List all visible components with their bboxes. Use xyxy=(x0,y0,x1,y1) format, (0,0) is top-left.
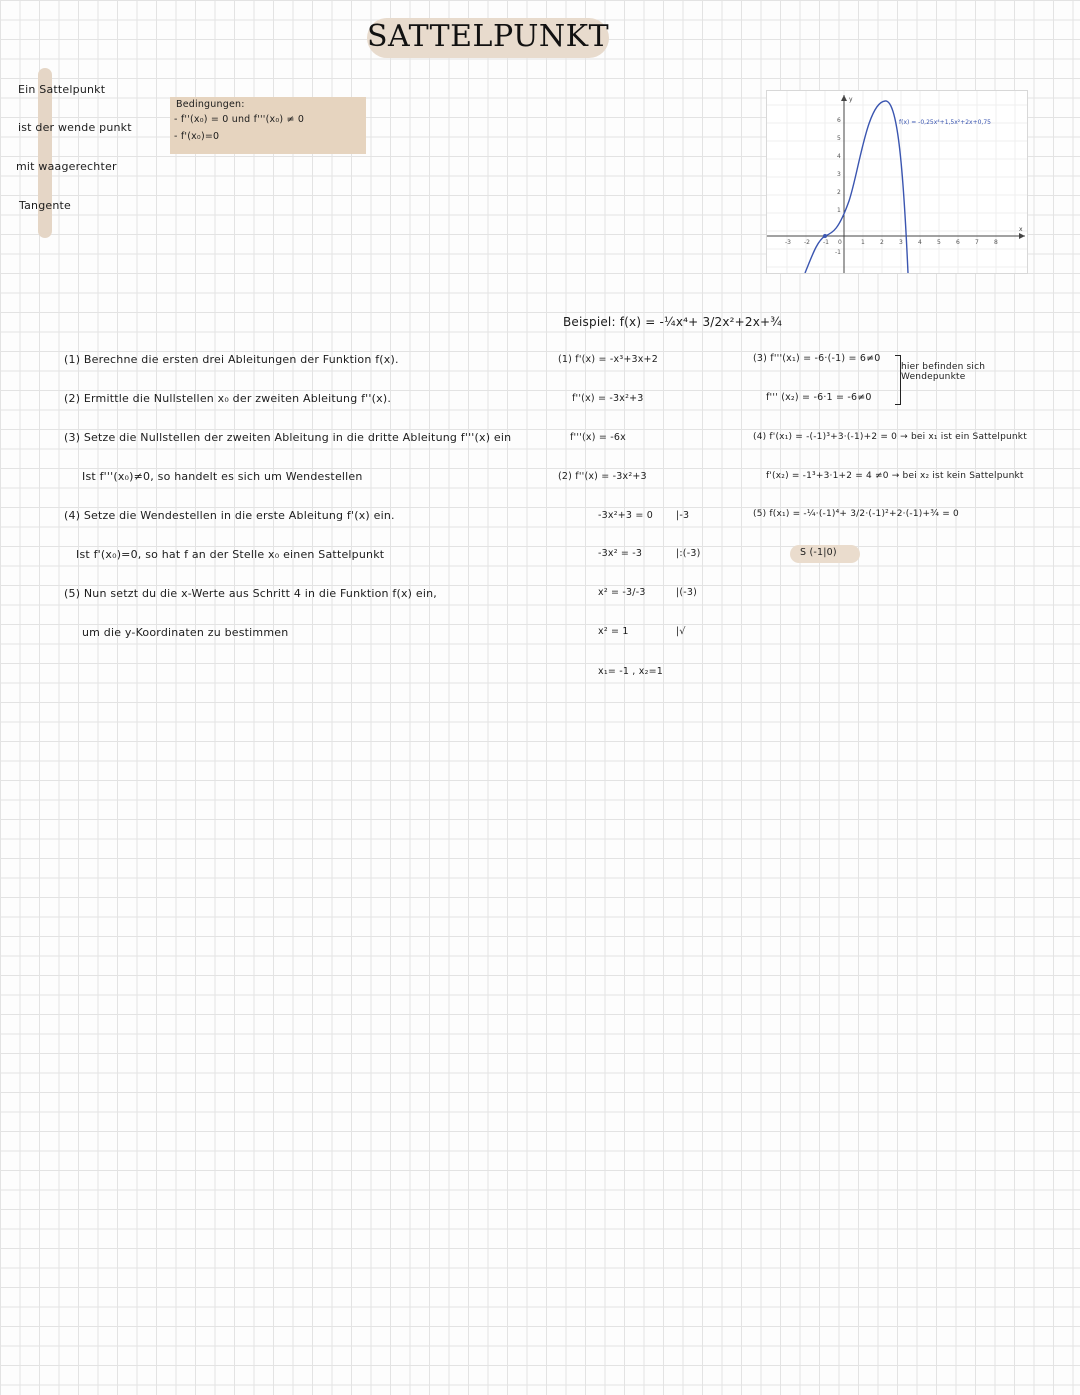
example-step-5: (5) f(x₁) = -¼·(-1)⁴+ 3/2·(-1)²+2·(-1)+¾ = 0 xyxy=(753,509,959,519)
function-graph xyxy=(766,90,1028,274)
example-step-4a: (4) f'(x₁) = -(-1)³+3·(-1)+2 = 0 → bei x₁ ist ein Sattelpunkt xyxy=(753,432,1027,442)
example-heading: Beispiel: f(x) = -¼x⁴+ 3/2x²+2x+¾ xyxy=(563,315,783,329)
x-tick: 0 xyxy=(838,239,842,246)
example-step-2: (2) f''(x) = -3x²+3 xyxy=(558,471,647,482)
step-5-note: um die y-Koordinaten zu bestimmen xyxy=(82,626,289,639)
example-roots: x₁= -1 , x₂=1 xyxy=(598,666,663,677)
step-3: (3) Setze die Nullstellen der zweiten Ableitung in die dritte Ableitung f'''(x) ein xyxy=(64,431,512,444)
saddle-point-result: S (-1|0) xyxy=(800,547,837,558)
page-title: SATTELPUNKT xyxy=(367,19,610,54)
example-first-derivative: (1) f'(x) = -x³+3x+2 xyxy=(558,354,658,365)
x-tick: 8 xyxy=(994,239,998,246)
example-step-3b: f''' (x₂) = -6·1 = -6≠0 xyxy=(766,392,872,403)
x-tick: 6 xyxy=(956,239,960,246)
x-tick: 1 xyxy=(861,239,865,246)
y-tick: 4 xyxy=(837,153,841,160)
x-tick: 5 xyxy=(937,239,941,246)
definition-line-3: mit waagerechter xyxy=(16,160,117,173)
y-tick: -1 xyxy=(835,249,841,256)
y-axis-arrow xyxy=(841,95,847,101)
example-step-3a: (3) f'''(x₁) = -6·(-1) = 6≠0 xyxy=(753,353,881,364)
example-step-4b: f'(x₂) = -1³+3·1+2 = 4 ≠0 → bei x₂ ist kein Sattelpunkt xyxy=(766,471,1024,481)
example-second-derivative: f''(x) = -3x²+3 xyxy=(572,393,644,404)
step-2: (2) Ermittle die Nullstellen x₀ der zweiten Ableitung f''(x). xyxy=(64,392,392,405)
conditions-heading: Bedingungen: xyxy=(176,99,245,110)
step-4-note: Ist f'(x₀)=0, so hat f an der Stelle x₀ einen Sattelpunkt xyxy=(76,548,385,561)
calc-right: |:(-3) xyxy=(676,548,701,559)
y-tick: 2 xyxy=(837,189,841,196)
graph-svg xyxy=(767,91,1027,273)
x-tick: 7 xyxy=(975,239,979,246)
definition-line-1: Ein Sattelpunkt xyxy=(18,83,106,96)
function-label: f(x) = -0,25x⁴+1,5x²+2x+0,75 xyxy=(899,119,991,126)
function-curve xyxy=(805,101,908,273)
definition-line-2: ist der wende punkt xyxy=(18,121,132,134)
y-tick: 5 xyxy=(837,135,841,142)
saddle-point-marker xyxy=(823,234,827,238)
x-tick: -2 xyxy=(804,239,810,246)
conditions-line-2: - f'(x₀)=0 xyxy=(174,131,220,142)
step-1: (1) Berechne die ersten drei Ableitungen der Funktion f(x). xyxy=(64,353,399,366)
step-5: (5) Nun setzt du die x-Werte aus Schritt 4 in die Funktion f(x) ein, xyxy=(64,587,437,600)
x-tick: 4 xyxy=(918,239,922,246)
calc-right: |-3 xyxy=(676,510,690,521)
calc-right: |(-3) xyxy=(676,587,698,598)
calc-left: x² = -3/-3 xyxy=(598,587,646,598)
example-third-derivative: f'''(x) = -6x xyxy=(570,432,626,443)
x-tick: -1 xyxy=(823,239,829,246)
x-tick: -3 xyxy=(785,239,791,246)
step-4: (4) Setze die Wendestellen in die erste Ableitung f'(x) ein. xyxy=(64,509,395,522)
y-tick: 6 xyxy=(837,117,841,124)
x-axis-arrow xyxy=(1019,233,1025,239)
y-axis-label: y xyxy=(849,96,853,103)
x-axis-label: x xyxy=(1019,226,1023,233)
y-tick-labels xyxy=(835,117,841,256)
calc-left: x² = 1 xyxy=(598,626,629,637)
definition-line-4: Tangente xyxy=(19,199,72,212)
calc-left: -3x²+3 = 0 xyxy=(598,510,653,521)
y-tick: 1 xyxy=(837,207,841,214)
y-tick: 3 xyxy=(837,171,841,178)
example-step-3-note: hier befinden sich Wendepunkte xyxy=(901,362,986,382)
x-tick: 3 xyxy=(899,239,903,246)
step-3-note: Ist f'''(x₀)≠0, so handelt es sich um Wendestellen xyxy=(82,470,363,483)
conditions-line-1: - f''(x₀) = 0 und f'''(x₀) ≠ 0 xyxy=(174,114,305,125)
calc-left: -3x² = -3 xyxy=(598,548,643,559)
x-tick: 2 xyxy=(880,239,884,246)
calc-right: |√ xyxy=(676,626,686,637)
